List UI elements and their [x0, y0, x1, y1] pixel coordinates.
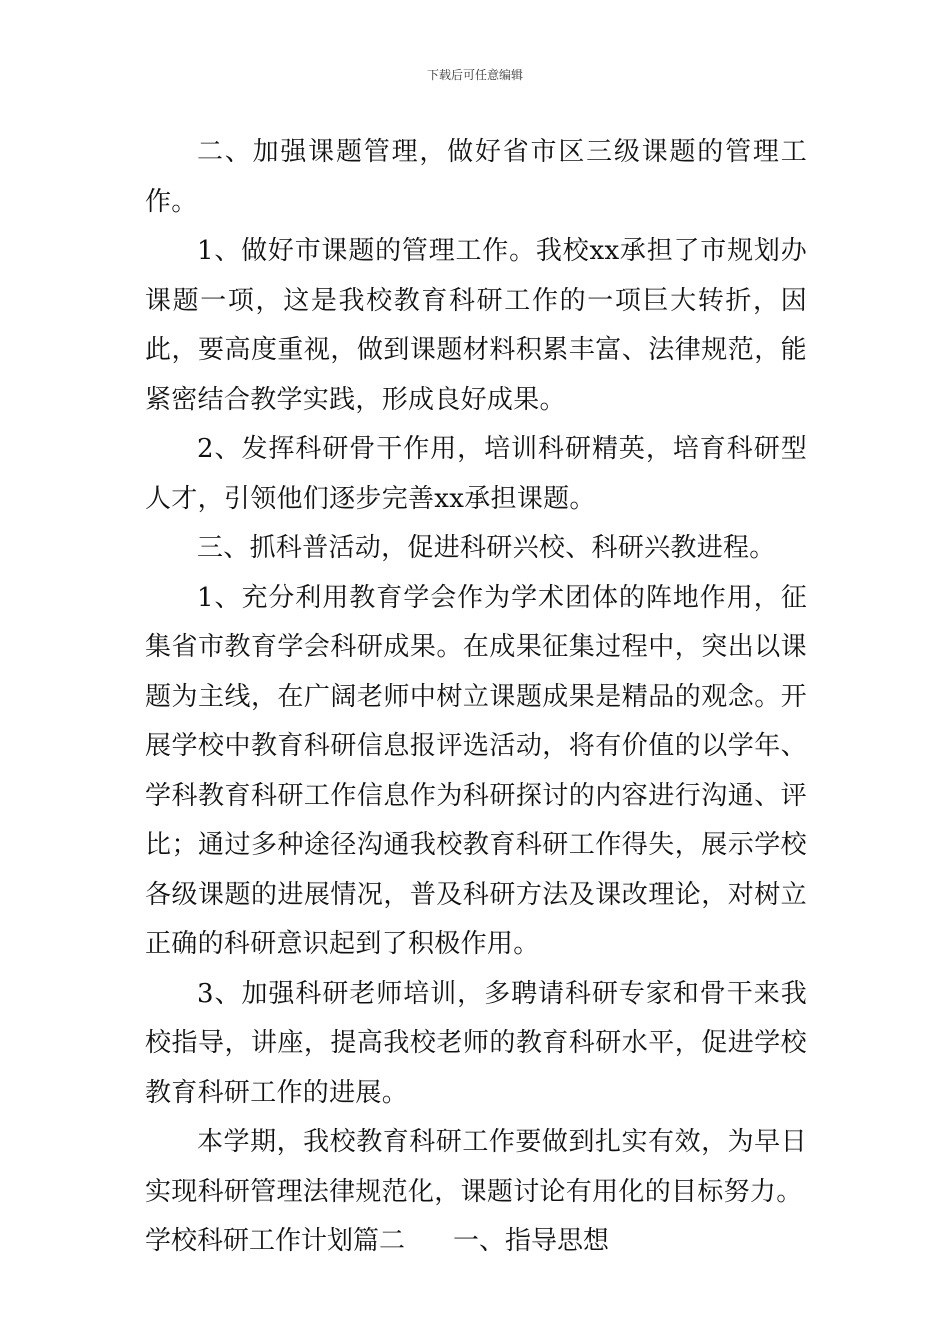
- paragraph: 1、做好市课题的管理工作。我校xx承担了市规划办课题一项，这是我校教育科研工作的一项巨大转折，因此，要高度重视，做到课题材料积累丰富、法律规范，能紧密结合教学实践，形成良好成果。: [145, 236, 807, 415]
- paragraph: 3、加强科研老师培训，多聘请科研专家和骨干来我校指导，讲座，提高我校老师的教育科研水平，促进学校教育科研工作的进展。: [145, 978, 807, 1108]
- section-heading-line: [145, 1217, 807, 1267]
- document-body: [145, 128, 807, 1267]
- section-subheading: 一、指导思想: [453, 1226, 610, 1256]
- paragraph: 本学期，我校教育科研工作要做到扎实有效，为早日实现科研管理法律规范化，课题讨论有用化的目标努力。: [145, 1127, 807, 1207]
- paragraph: 二、加强课题管理，做好省市区三级课题的管理工作。: [145, 137, 807, 217]
- paragraph: 三、抓科普活动，促进科研兴校、科研兴教进程。: [197, 533, 776, 563]
- page-header-note: 下载后可任意编辑: [426, 68, 523, 82]
- section-title: 学校科研工作计划篇二: [145, 1226, 406, 1256]
- paragraph: 1、充分利用教育学会作为学术团体的阵地作用，征集省市教育学会科研成果。在成果征集过程中，突出以课题为主线，在广阔老师中树立课题成果是精品的观念。开展学校中教育科研信息报评选活动，将有价值的以学年、学科教育科研工作信息作为科研探讨的内容进行沟通、评比；通过多种途径沟通我校教育科研工作得失，展示学校各级课题的进展情况，普及科研方法及课改理论，对树立正确的科研意识起到了积极作用。: [145, 582, 807, 959]
- paragraph: 2、发挥科研骨干作用，培训科研精英，培育科研型人才，引领他们逐步完善xx承担课题。: [145, 434, 807, 514]
